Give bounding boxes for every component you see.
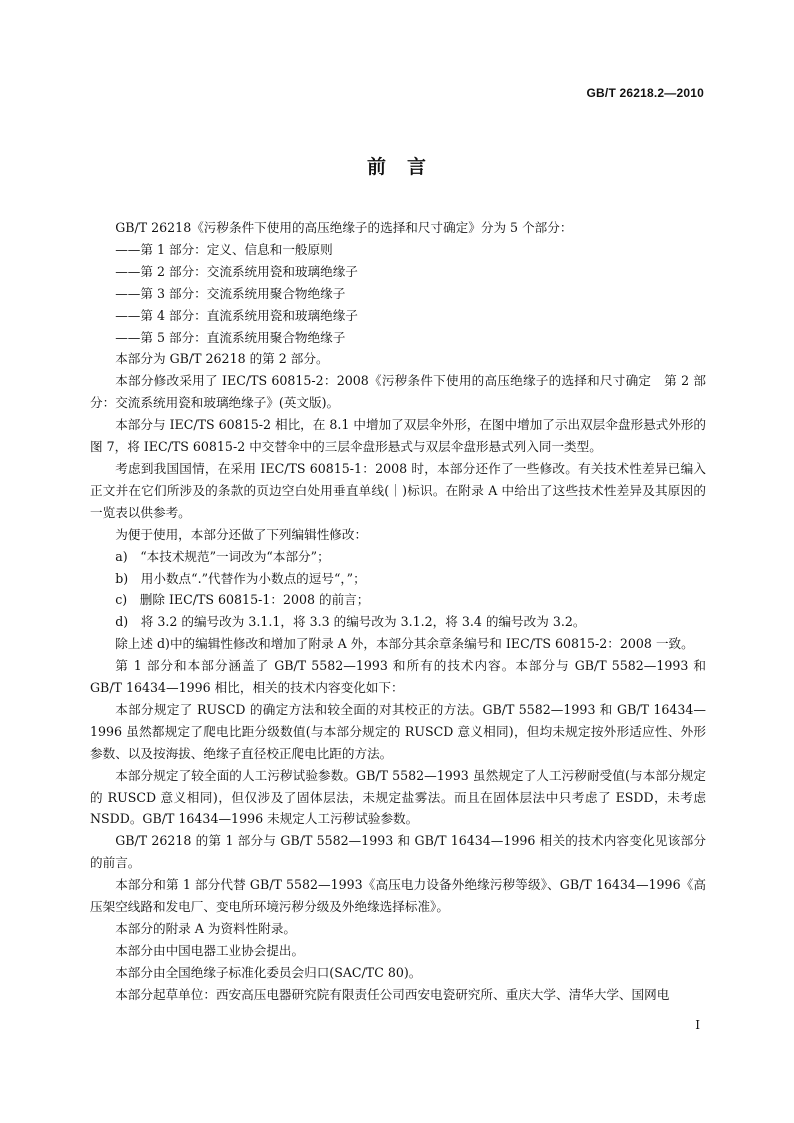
paragraph-replaces: 本部分和第 1 部分代替 GB/T 5582—1993《高压电力设备外绝缘污秽等级》、GB/T 16434—1996《高压架空线路和发电厂、变电所环境污秽分级及外绝缘选择标准》。 <box>90 877 706 915</box>
paragraph-committee: 本部分由全国绝缘子标准化委员会归口(SAC/TC 80)。 <box>115 964 422 980</box>
standard-code: GB/T 26218.2—2010 <box>586 86 704 100</box>
list-item-part-5: ——第 5 部分：直流系统用聚合物绝缘子 <box>115 329 346 345</box>
list-item-c: c) 删除 IEC/TS 60815-1：2008 的前言； <box>115 592 370 608</box>
paragraph-national-conditions: 考虑到我国国情，在采用 IEC/TS 60815-1：2008 时，本部分还作了一些修改。有关技术性差异已编入正文并在它们所涉及的条款的页边空白处用垂直单线(｜)标识。在附录 A 中给出了这些技术性差异及其原因的一览表以供参考。 <box>90 460 706 520</box>
paragraph-editorial-intro: 为便于使用，本部分还做了下列编辑性修改： <box>115 526 368 542</box>
list-item-a: a) “本技术规范”一词改为“本部分”； <box>115 548 330 564</box>
paragraph-ruscd: 本部分规定了 RUSCD 的确定方法和较全面的对其校正的方法。GB/T 5582—1993 和 GB/T 16434—1996 虽然都规定了爬电比距分级数值(与本部分规定的 RUSCD 意义相同)，但均未规定按外形适应性、外形参数、以及按海拔、绝缘子直径校正爬电比距的方法。 <box>90 701 706 761</box>
list-item-part-3: ——第 3 部分：交流系统用聚合物绝缘子 <box>115 285 346 301</box>
list-item-part-4: ——第 4 部分：直流系统用瓷和玻璃绝缘子 <box>115 307 358 323</box>
paragraph-intro: GB/T 26218《污秽条件下使用的高压绝缘子的选择和尺寸确定》分为 5 个部分： <box>115 220 573 235</box>
paragraph-coverage: 第 1 部分和本部分涵盖了 GB/T 5582—1993 和所有的技术内容。本部分与 GB/T 5582—1993 和 GB/T 16434—1996 相比，相关的技术内容变化如下： <box>90 658 706 696</box>
list-item-b: b) 用小数点“.”代替作为小数点的逗号“，”； <box>115 570 366 586</box>
list-item-part-2: ——第 2 部分：交流系统用瓷和玻璃绝缘子 <box>115 263 358 279</box>
page-title: 前 言 <box>366 156 427 178</box>
paragraph-pollution-tests: 本部分规定了较全面的人工污秽试验参数。GB/T 5582—1993 虽然规定了人工污秽耐受值(与本部分规定的 RUSCD 意义相同)，但仅涉及了固体层法，未规定盐雾法。而且在固体层法中只考虑了 ESDD，未考虑 NSDD。GB/T 16434—1996 未规定人工污秽试验参数。 <box>90 767 706 827</box>
paragraph-annex: 本部分的附录 A 为资料性附录。 <box>115 921 297 936</box>
paragraph-comparison: 本部分与 IEC/TS 60815-2 相比，在 8.1 中增加了双层伞外形，在图中增加了示出双层伞盘形悬式外形的图 7，将 IEC/TS 60815-2 中交替伞中的三层伞盘形悬式与双层伞盘形悬式列入同一类型。 <box>90 417 707 455</box>
paragraph-proposed-by: 本部分由中国电器工业协会提出。 <box>115 942 305 958</box>
list-item-d: d) 将 3.2 的编号改为 3.1.1，将 3.3 的编号改为 3.1.2，将 3.4 的编号改为 3.2。 <box>115 614 586 630</box>
foreword-body <box>90 217 706 1006</box>
paragraph-part1-changes: GB/T 26218 的第 1 部分与 GB/T 5582—1993 和 GB/T 16434—1996 相关的技术内容变化见该部分的前言。 <box>90 833 706 871</box>
paragraph-drafting-units: 本部分起草单位：西安高压电器研究院有限责任公司西安电瓷研究所、重庆大学、清华大学、国网电 <box>115 986 670 1002</box>
paragraph-part-statement: 本部分为 GB/T 26218 的第 2 部分。 <box>115 351 329 367</box>
list-item-part-1: ——第 1 部分：定义、信息和一般原则 <box>115 241 333 257</box>
page-number: I <box>695 1018 700 1032</box>
paragraph-adoption: 本部分修改采用了 IEC/TS 60815-2：2008《污秽条件下使用的高压绝缘子的选择和尺寸确定 第 2 部分：交流系统用瓷和玻璃绝缘子》(英文版)。 <box>90 373 706 411</box>
paragraph-numbering: 除上述 d)中的编辑性修改和增加了附录 A 外，本部分其余章条编号和 IEC/TS 60815-2：2008 一致。 <box>115 636 694 652</box>
